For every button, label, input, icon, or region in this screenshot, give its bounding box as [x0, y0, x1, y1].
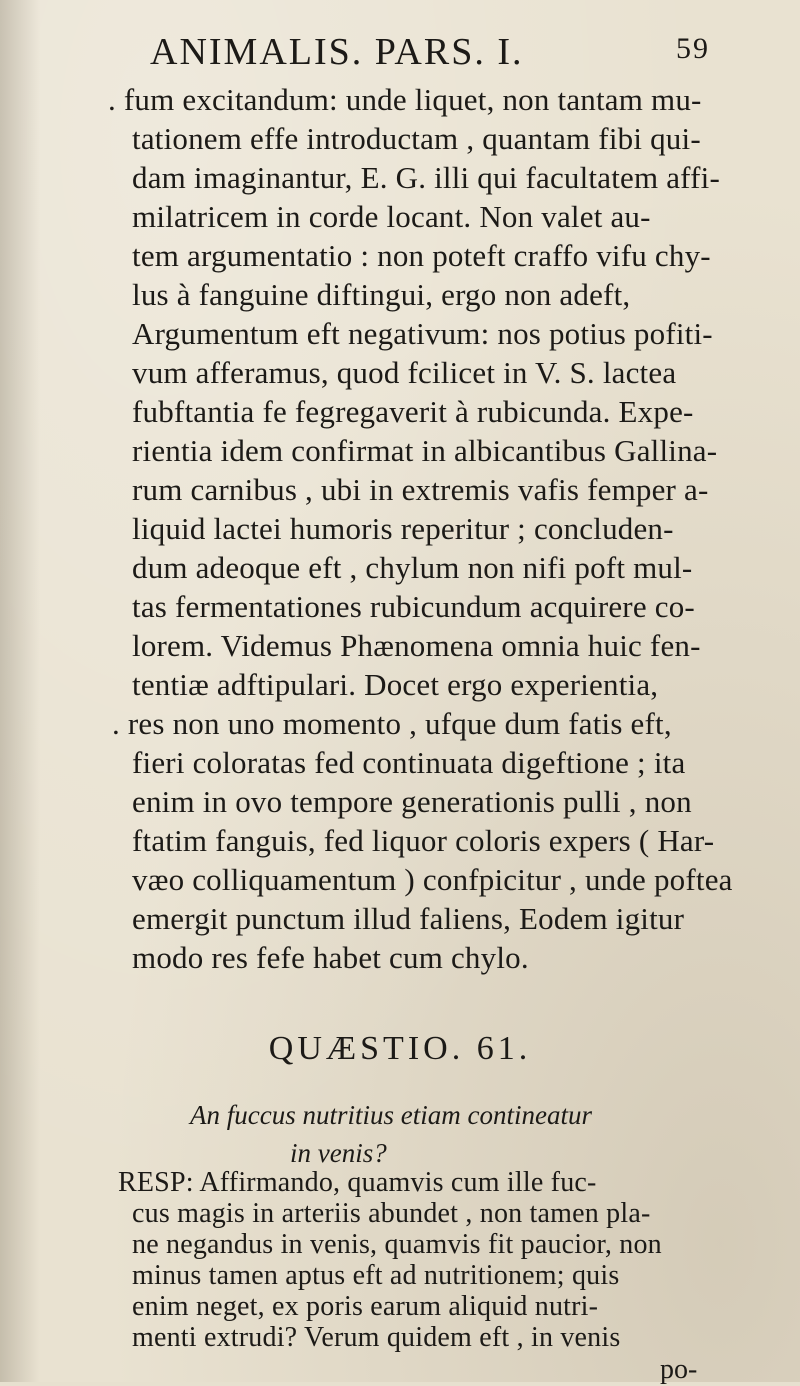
text-line: ftatim fanguis, fed liquor coloris expers ( Har- [132, 823, 715, 858]
text-line: tas fermentationes rubicundum acquirere co- [132, 589, 695, 624]
text-line: fieri coloratas fed continuata digeftione ; ita [132, 745, 686, 780]
text-line: lus à fanguine diftingui, ergo non adeft, [132, 277, 631, 312]
text-line: Argumentum eft negativum: nos potius pofiti- [132, 316, 713, 351]
answer-line: ne negandus in venis, quamvis fit paucior, non [132, 1229, 662, 1260]
text-line: tationem effe introductam , quantam fibi qui- [132, 121, 701, 156]
question-heading: QUÆSTIO. 61. [268, 1030, 532, 1067]
text-line: dam imaginantur, E. G. illi qui facultatem affi- [132, 160, 721, 195]
text-line: modo res fefe habet cum chylo. [132, 940, 529, 975]
text-line: dum adeoque eft , chylum non nifi poft mul- [132, 550, 693, 585]
catchword: po- [660, 1354, 698, 1385]
running-title: ANIMALIS. PARS. I. [150, 31, 524, 73]
answer-line: minus tamen aptus eft ad nutritionem; quis [132, 1260, 620, 1291]
text-line: vum afferamus, quod fcilicet in V. S. lactea [132, 355, 677, 390]
question-line: An fuccus nutritius etiam contineatur [190, 1100, 592, 1130]
text-line: milatricem in corde locant. Non valet au- [132, 199, 651, 234]
text-line: rum carnibus , ubi in extremis vafis femper a- [132, 472, 709, 507]
answer-line: enim neget, ex poris earum aliquid nutri- [132, 1291, 599, 1322]
text-line: . res non uno momento , ufque dum fatis eft, [112, 706, 672, 741]
text-line: væo colliquamentum ) confpicitur , unde poftea [132, 862, 733, 897]
answer-line: menti extrudi? Verum quidem eft , in venis [132, 1322, 621, 1353]
running-header [150, 30, 710, 80]
text-line: rientia idem confirmat in albicantibus Gallina- [132, 433, 718, 468]
answer-line: cus magis in arteriis abundet , non tamen pla- [132, 1198, 651, 1229]
answer-line: RESP: Affirmando, quamvis cum ille fuc- [118, 1167, 597, 1198]
text-line: tentiæ adftipulari. Docet ergo experientia, [132, 667, 659, 702]
text-line: liquid lactei humoris reperitur ; concluden- [132, 511, 674, 546]
text-line: . fum excitandum: unde liquet, non tantam mu- [108, 82, 702, 117]
text-line: lorem. Videmus Phænomena omnia huic fen- [132, 628, 701, 663]
page-number: 59 [676, 32, 710, 65]
text-line: tem argumentatio : non poteft craffo vifu chy- [132, 238, 711, 273]
text-line: fubftantia fe fegregaverit à rubicunda. Expe- [132, 394, 694, 429]
question-line: in venis? [290, 1138, 387, 1168]
text-line: enim in ovo tempore generationis pulli , non [132, 784, 692, 819]
text-line: emergit punctum illud faliens, Eodem igitur [132, 901, 685, 936]
page-gutter-shadow [0, 0, 40, 1382]
